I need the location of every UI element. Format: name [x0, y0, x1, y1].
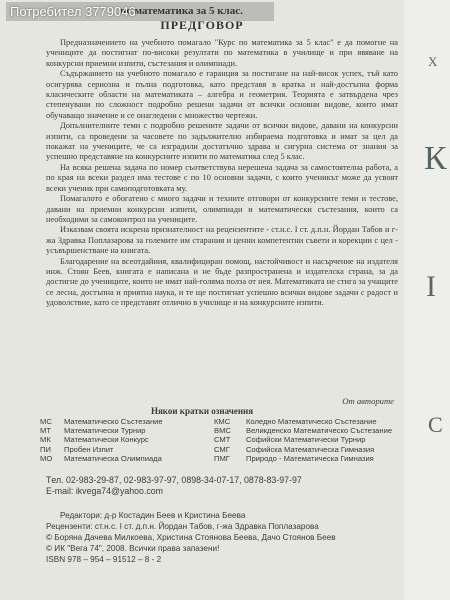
paragraph: Изказвам своята искрена признателност на рецензентите - ст.н.с. I ст. д.п.н. Йордан Табов и г-жа Здравка Поплазарова за големите им старания и ценни компетентни съвети и корекции с цел - усъвършенстване на книгата. — [46, 225, 398, 256]
copyright-authors: © Боряна Дачева Милкоева, Христина Стоянова Беева, Дачо Стоянов Беев — [46, 533, 336, 542]
abbr-desc: Природо - Математическа Гимназия — [246, 453, 374, 463]
abbreviation-row — [40, 417, 400, 426]
adjacent-page-glyph: I — [426, 270, 436, 303]
abbr-code: МК — [40, 435, 51, 445]
abbr-desc: Софийска Математическа Гимназия — [246, 444, 375, 454]
copyright-publisher: © ИК "Вега 74", 2008. Всички права запазени! — [46, 544, 220, 553]
abbr-desc: Математически Конкурс — [64, 435, 149, 445]
abbr-code: МТ — [40, 426, 51, 436]
paragraph: Помагалото е обогатено с много задачи и техните отговори от конкурсните теми и тестове, давани на приемни конкурсни изпити, олимпиади и математически състезания, които са необходими за самоконтрол на учениците. — [46, 194, 398, 224]
abbr-code: МС — [40, 417, 52, 426]
abbr-code: СМГ — [214, 444, 230, 454]
adjacent-page-glyph: Х — [428, 54, 438, 69]
reviewers-line: Рецензенти: ст.н.с. I ст. д.п.н. Йордан Табов, г-жа Здравка Поплазарова — [46, 522, 319, 531]
paragraph: Предназначението на учебното помагало "Курс по математика за 5 клас" е да помогне на учениците да постигнат по-високи резултати по математика в училище и при явяване на конкурсни приемни изпити, състезания и олимпиади. — [46, 38, 398, 68]
paragraph: Съдържанието на учебното помагало е гаранция за постигане на най-висок успех, тъй като осигурява сериозна и пълна подготовка, като представя в кратка и най-достъпна форма класическите области на математиката – алгебра и геометрия. Теорията е затвърдена чрез степенувани по сложност подробно решени задачи от всички основни видове, които имат обучаващо значение и се онагледени с множество чертежи. — [46, 69, 398, 120]
imprint — [46, 510, 398, 565]
abbr-code: ПИ — [40, 444, 51, 454]
abbreviation-row — [40, 454, 400, 463]
abbr-desc: Великденско Математическо Състезание — [246, 426, 393, 436]
page-title: ПРЕДГОВОР — [160, 18, 244, 32]
paragraph: Допълнителните теми с подробно решените задачи от всички видове, давани на конкурсни изпити, са проведени за часовете по задължително избираема подготовка и имат за цел да покажат на учениците, че са изградили достатъчно здрава и сигурна система от знания за успешно представяне на конкурсните изпити по математика след 5 клас. — [46, 121, 398, 162]
paragraph: На всяка решена задача по номер съответствува нерешена задача за самостоятелна работа, а по края на всеки раздел има тестове с по 10 основни задачи, с които ученикът може да усвоят всеки ученик при самоподготовката му. — [46, 162, 398, 193]
paragraph: Благодарение на всеотдайния, квалифициран помощ, настойчивост и насърчение на издателя инж. Стоян Беев, книгата е написана и не бъде разпространена и издателска страна, за да достигне до учениците, които не имат най-голяма полза от нея. Математиката не стига за учащите се лесна, достъпна и приятна наука, и те ще постигнат успешно всички видове задачи с радост и удоволствие, като се представят отлично в училище и на конкурсните изпити. — [46, 256, 398, 308]
adjacent-page — [404, 0, 450, 600]
abbr-code: СМТ — [214, 435, 231, 445]
abbreviations-table — [40, 417, 400, 463]
isbn: ISBN 978 – 954 – 91512 – 8 - 2 — [46, 555, 162, 564]
abbr-desc: Математическо Състезание — [64, 417, 163, 426]
email-address: ikvega74@yahoo.com — [75, 486, 164, 496]
abbr-desc: Коледно Математическо Състезание — [246, 417, 377, 426]
abbr-code: МО — [40, 453, 53, 463]
preface-body — [46, 38, 398, 309]
abbreviations-title: Някои кратки означения — [150, 406, 254, 416]
abbr-code: КМС — [214, 417, 231, 426]
tel-label: Tел. — [46, 475, 64, 485]
abbr-desc: Математическа Олимпиада — [64, 453, 162, 463]
running-head: по математика за 5 клас. — [120, 5, 243, 17]
abbr-desc: Софийски Математически Турнир — [246, 435, 366, 445]
abbr-desc: Математически Турнир — [64, 426, 146, 436]
abbreviation-row — [40, 445, 400, 454]
abbr-code: ПМГ — [214, 453, 230, 463]
author-signature: От авторите — [342, 396, 394, 406]
abbreviation-row — [40, 435, 400, 444]
watermark-label: Потребител 3779046 — [6, 2, 274, 21]
adjacent-page-glyph: К — [424, 140, 447, 177]
abbr-desc: Пробен Изпит — [64, 444, 114, 454]
tel-numbers: 02-983-29-87, 02-983-97-97, 0898-34-07-17, 0878-83-97-97 — [66, 475, 302, 485]
email-line — [46, 486, 398, 497]
editors-line: Редактори: д-р Костадин Беев и Кристина Беева — [60, 511, 246, 520]
abbr-code: ВМС — [214, 426, 231, 436]
email-label: E-mail: — [46, 486, 74, 496]
adjacent-page-glyph: С — [428, 412, 443, 437]
abbreviation-row — [40, 426, 400, 435]
phone-line — [46, 475, 398, 486]
contacts — [46, 475, 398, 497]
